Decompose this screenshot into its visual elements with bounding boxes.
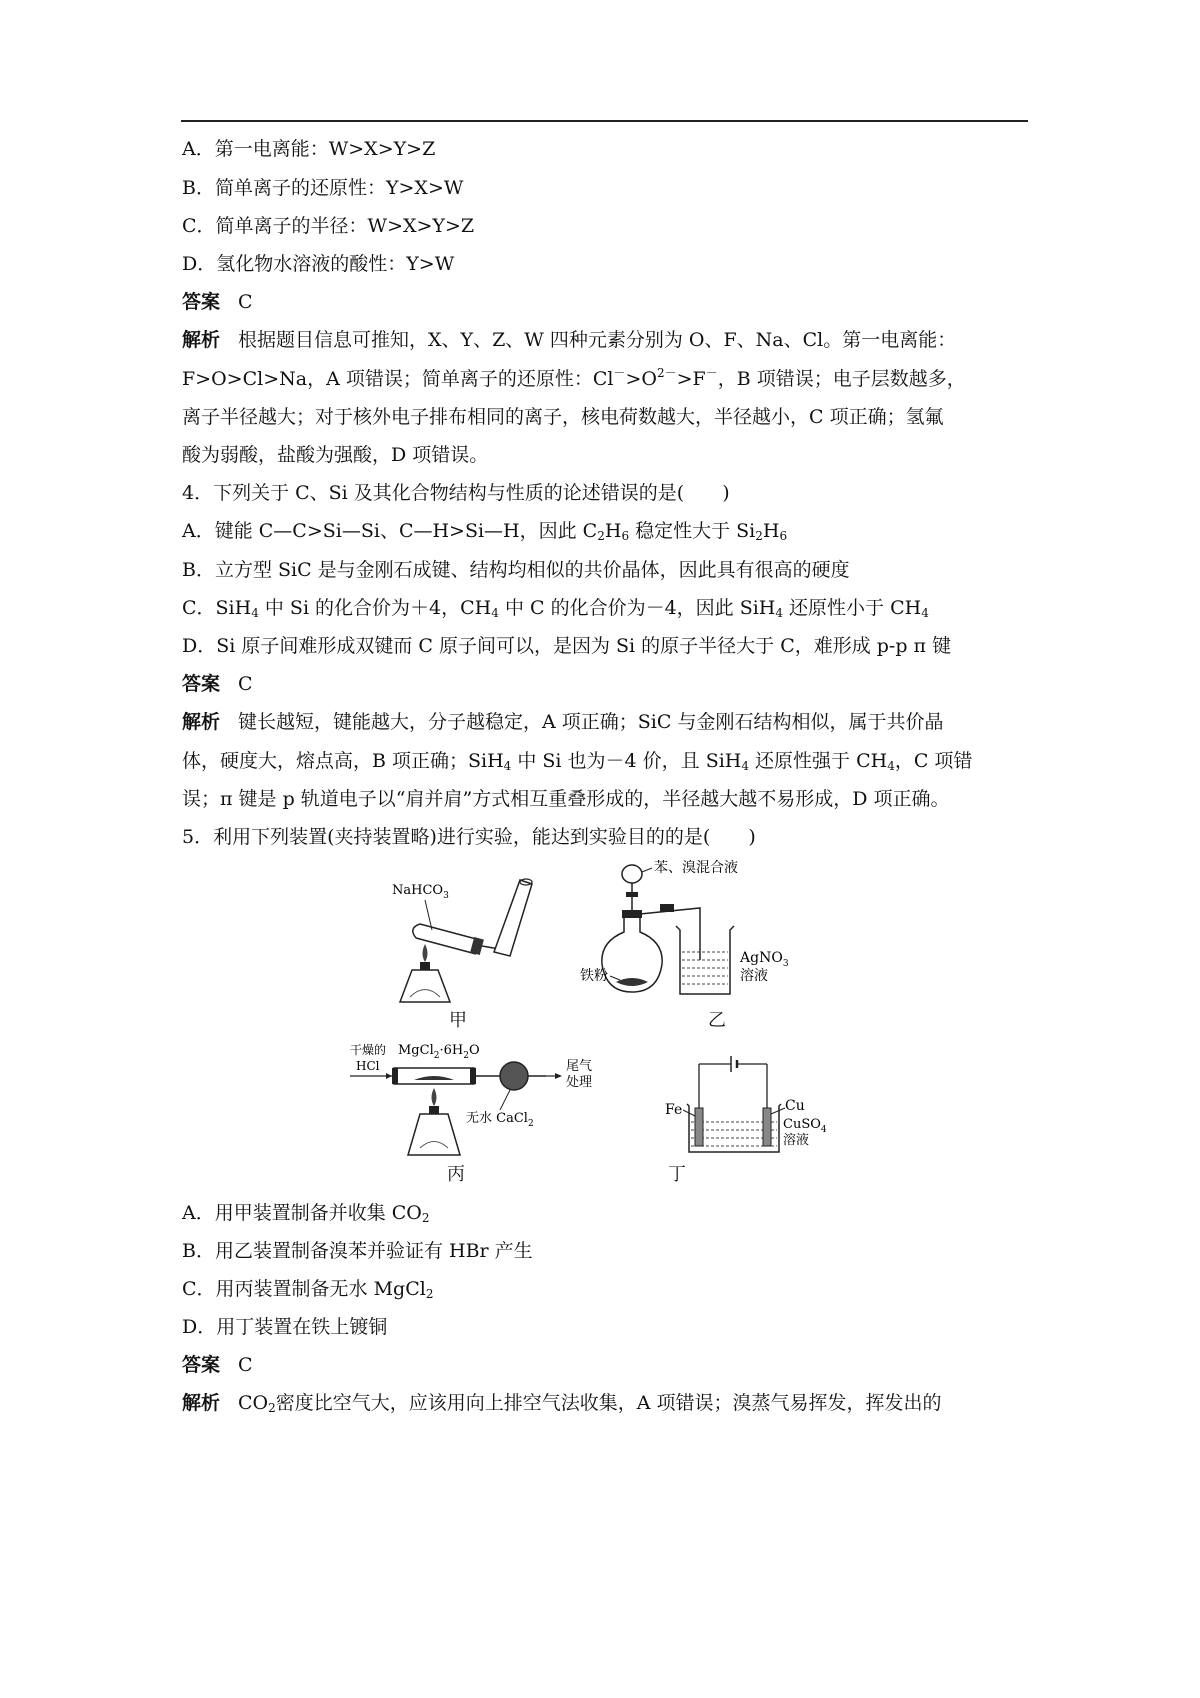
q4-option-a	[182, 518, 1030, 544]
q4-analysis-sub-3: 4	[887, 759, 895, 773]
bing-gas-label-2: HCl	[356, 1059, 380, 1073]
q5-answer-value: C	[238, 1354, 253, 1376]
q5-analysis-text-1: CO	[238, 1392, 269, 1414]
q3-option-b: B．简单离子的还原性：Y>X>W	[182, 177, 464, 199]
yi-beaker-label-1: AgNO$_3$	[740, 950, 789, 969]
q5-option-a-text: A．用甲装置制备并收集 CO	[182, 1202, 422, 1224]
q3-analysis-text-2c: >F	[676, 368, 706, 390]
answer-label: 答案	[182, 291, 221, 313]
q3-analysis-line-2	[182, 366, 1030, 392]
q4-analysis-sub-1: 4	[503, 759, 512, 773]
jia-alcohol-lamp	[400, 944, 450, 1002]
oxide-charge: 2－	[656, 366, 677, 380]
yi-tube-connector	[660, 904, 674, 912]
q5-option-d: D．用丁装置在铁上镀铜	[182, 1316, 388, 1338]
q4-analysis-text-2c: 还原性强于 CH	[749, 750, 888, 772]
bing-alcohol-lamp	[408, 1088, 460, 1155]
q4-option-c-text-3: 中 C 的化合价为－4，因此 SiH	[498, 597, 776, 619]
q3-analysis-line-4: 酸为弱酸，盐酸为强酸，D 项错误。	[182, 444, 489, 466]
q3-analysis-text-1: 根据题目信息可推知，X、Y、Z、W 四种元素分别为 O、F、Na、Cl。第一电离能：	[238, 329, 957, 351]
figure-yi-caption: 乙	[708, 1010, 726, 1031]
q3-option-a: A．第一电离能：W>X>Y>Z	[182, 138, 436, 160]
q3-analysis-text-2d: ，B 项错误；电子层数越多，	[717, 368, 966, 390]
bing-salt-label: $MgCl_2\cdot 6H_2O$	[398, 1043, 480, 1061]
q4-option-c-sub-2: 4	[491, 606, 499, 620]
q5-analysis-line-1	[182, 1390, 1030, 1416]
bing-gas-label-1: 干燥的	[350, 1043, 387, 1057]
q3-analysis-line-3: 离子半径越大；对于核外电子排布相同的离子，核电荷数越大，半径越小，C 项正确；氢氟	[182, 406, 944, 428]
yi-beaker-label-2: 溶液	[740, 968, 768, 984]
q3-analysis-text-2a: F>O>Cl>Na，A 项错误；简单离子的还原性：Cl	[182, 368, 614, 390]
q4-option-c-sub-1: 4	[251, 606, 259, 620]
yi-beaker	[676, 926, 734, 994]
bing-tail-label-2: 处理	[566, 1075, 593, 1090]
figure-yi	[580, 852, 840, 1012]
q4-option-c-sub-4: 4	[921, 606, 929, 620]
yi-funnel-label: 苯、溴混合液	[654, 860, 738, 876]
q4-analysis-text-2b: 中 Si 也为－4 价，且 SiH	[511, 750, 742, 772]
q5-option-b: B．用乙装置制备溴苯并验证有 HBr 产生	[182, 1240, 533, 1262]
q3-option-c: C．简单离子的半径：W>X>Y>Z	[182, 215, 475, 237]
yi-round-flask	[602, 910, 662, 992]
figure-bing-caption: 丙	[447, 1164, 465, 1185]
q4-option-a-text-1: A．键能 C—C>Si—Si、C—H>Si—H，因此 C	[182, 520, 598, 542]
q5-option-a	[182, 1200, 1030, 1226]
jia-collecting-tube	[482, 879, 532, 956]
yi-funnel-pointer	[642, 868, 652, 872]
figure-jia-caption: 甲	[449, 1010, 467, 1031]
figure-bing	[350, 1040, 650, 1165]
bing-drying-tube	[476, 1062, 562, 1090]
q4-analysis-text-2a: 体，硬度大，熔点高，B 项正确；SiH	[182, 750, 504, 772]
q4-analysis-text-1: 键长越短，键能越大，分子越稳定，A 项正确；SiC 与金刚石结构相似，属于共价晶	[238, 711, 944, 733]
q4-analysis-line-1	[182, 709, 1030, 735]
q5-option-c-text: C．用丙装置制备无水 MgCl	[182, 1278, 426, 1300]
q4-analysis-line-3: 误；π 键是 p 轨道电子以“肩并肩”方式相互重叠形成的，半径越大越不易形成，D 项正确。	[182, 788, 950, 810]
q4-option-b: B．立方型 SiC 是与金刚石成键、结构均相似的共价晶体，因此具有很高的硬度	[182, 559, 850, 581]
q4-option-a-text-4: H	[762, 520, 780, 542]
analysis-label: 解析	[182, 711, 221, 733]
q3-analysis-line-1	[182, 327, 1030, 353]
q4-analysis-text-2d: ，C 项错	[894, 750, 973, 772]
answer-label: 答案	[182, 673, 221, 695]
header-rule	[181, 120, 1028, 122]
fluoride-charge: －	[705, 366, 718, 380]
q5-option-c-sub: 2	[425, 1287, 434, 1301]
bing-dryer-pointer	[500, 1090, 510, 1110]
jia-reagent-label: NaHCO$_3$	[392, 883, 449, 901]
q4-option-c-text-4: 还原性小于 CH	[783, 597, 922, 619]
q5-analysis-text-2: 密度比空气大，应该用向上排空气法收集，A 项错误；溴蒸气易挥发，挥发出的	[275, 1392, 942, 1414]
q5-option-a-sub: 2	[421, 1211, 430, 1225]
q5-stem: 5．利用下列装置(夹持装置略)进行实验，能达到实验目的的是( )	[182, 826, 756, 848]
ding-solution-label-2: 溶液	[783, 1133, 810, 1148]
q4-option-a-sub-2: 6	[621, 529, 630, 543]
q4-analysis-sub-2: 4	[741, 759, 749, 773]
ding-left-electrode-label: Fe	[665, 1102, 683, 1118]
figure-ding-caption: 丁	[668, 1164, 686, 1185]
q4-stem: 4．下列关于 C、Si 及其化合物结构与性质的论述错误的是( )	[182, 482, 730, 504]
ding-cu-pointer	[771, 1108, 785, 1114]
figure-jia	[380, 862, 580, 1012]
yi-dropping-funnel	[622, 865, 642, 916]
bing-reaction-tube	[392, 1068, 476, 1084]
q3-option-d: D．氢化物水溶液的酸性：Y>W	[182, 253, 455, 275]
q4-option-d: D．Si 原子间难形成双键而 C 原子间可以，是因为 Si 的原子半径大于 C，难形成 p-p π 键	[182, 635, 952, 657]
ding-circuit	[699, 1056, 767, 1110]
analysis-label: 解析	[182, 1392, 221, 1414]
ding-beaker	[687, 1104, 781, 1152]
bing-dryer-label: 无水 CaCl$_2$	[466, 1111, 534, 1129]
q4-option-a-sub-4: 6	[779, 529, 788, 543]
answer-label: 答案	[182, 1354, 221, 1376]
q4-option-c-text-1: C．SiH	[182, 597, 252, 619]
q4-answer-value: C	[238, 673, 253, 695]
q5-option-c	[182, 1276, 1030, 1302]
q4-analysis-line-2	[182, 748, 1030, 774]
ding-solution-label-1: CuSO$_4$	[783, 1117, 827, 1135]
q4-option-a-sub-3: 2	[755, 529, 763, 543]
q4-option-a-text-3: 稳定性大于 Si	[629, 520, 756, 542]
q4-option-a-text-2: H	[604, 520, 622, 542]
q5-analysis-sub: 2	[268, 1401, 276, 1415]
analysis-label: 解析	[182, 329, 221, 351]
q4-answer-line	[182, 671, 1030, 697]
q3-analysis-text-2b: >O	[625, 368, 657, 390]
bing-tail-label-1: 尾气	[566, 1059, 593, 1074]
chloride-charge: －	[613, 366, 626, 380]
ding-right-electrode-label: Cu	[785, 1098, 805, 1114]
q3-answer-value: C	[238, 291, 253, 313]
figure-ding	[665, 1048, 827, 1158]
q4-option-c-sub-3: 4	[775, 606, 783, 620]
q5-answer-line	[182, 1352, 1030, 1378]
q4-option-c-text-2: 中 Si 的化合价为＋4，CH	[258, 597, 492, 619]
q3-answer-line	[182, 289, 1030, 315]
q4-option-a-sub-1: 2	[597, 529, 605, 543]
q4-option-c	[182, 595, 1030, 621]
yi-flask-label: 铁粉	[580, 968, 608, 984]
